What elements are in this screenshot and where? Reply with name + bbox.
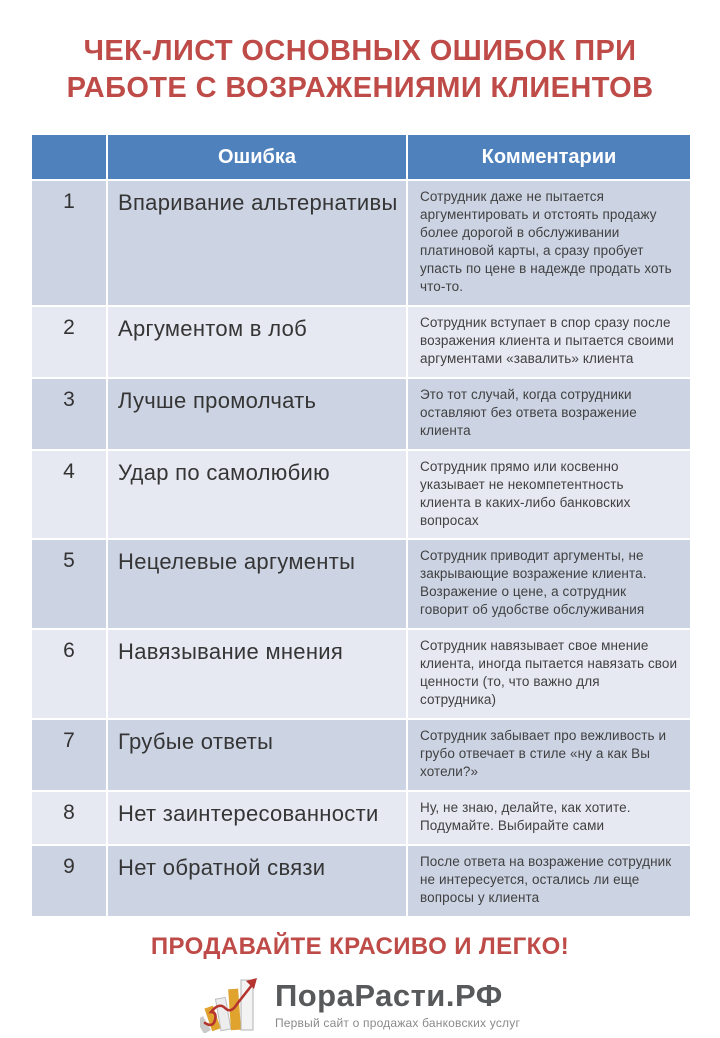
error-name: Впаривание альтернативы bbox=[108, 181, 406, 305]
table-row bbox=[32, 720, 690, 790]
checklist-table bbox=[30, 133, 692, 918]
table-row bbox=[32, 846, 690, 916]
row-number: 5 bbox=[32, 540, 106, 628]
error-comment: Сотрудник приводит аргументы, не закрывающие возражение клиента. Возражение о цене, а сотрудник говорит об удобстве обслуживания bbox=[408, 540, 690, 628]
row-number: 9 bbox=[32, 846, 106, 916]
error-comment: Сотрудник вступает в спор сразу после возражения клиента и пытается своими аргументами «завалить» клиента bbox=[408, 307, 690, 377]
row-number: 7 bbox=[32, 720, 106, 790]
table-row bbox=[32, 792, 690, 844]
error-name: Аргументом в лоб bbox=[108, 307, 406, 377]
table-header-row bbox=[32, 135, 690, 179]
header-cell-error: Ошибка bbox=[108, 135, 406, 179]
table-row bbox=[32, 540, 690, 628]
page-title: ЧЕК-ЛИСТ ОСНОВНЫХ ОШИБОК ПРИ РАБОТЕ С ВОЗРАЖЕНИЯМИ КЛИЕНТОВ bbox=[66, 35, 654, 105]
error-comment: Это тот случай, когда сотрудники оставляют без ответа возражение клиента bbox=[408, 379, 690, 449]
error-comment: Сотрудник забывает про вежливость и грубо отвечает в стиле «ну а как Вы хотели?» bbox=[408, 720, 690, 790]
error-comment: После ответа на возражение сотрудник не интересуется, остались ли еще вопросы у клиента bbox=[408, 846, 690, 916]
error-comment: Сотрудник даже не пытается аргументировать и отстоять продажу более дорогой в обслуживании платиновой карты, а сразу пробует упасть по цене в надежде продать хоть что-то. bbox=[408, 181, 690, 305]
logo-tagline: Первый сайт о продажах банковских услуг bbox=[274, 1015, 521, 1030]
error-comment: Ну, не знаю, делайте, как хотите. Подумайте. Выбирайте сами bbox=[408, 792, 690, 844]
error-name: Нецелевые аргументы bbox=[108, 540, 406, 628]
table-row bbox=[32, 181, 690, 305]
error-name: Навязывание мнения bbox=[108, 630, 406, 718]
slogan: ПРОДАВАЙТЕ КРАСИВО И ЛЕГКО! bbox=[150, 932, 570, 960]
error-name: Нет заинтересованности bbox=[108, 792, 406, 844]
table-row bbox=[32, 630, 690, 718]
row-number: 4 bbox=[32, 451, 106, 539]
row-number: 3 bbox=[32, 379, 106, 449]
logo-name: ПораРасти.РФ bbox=[274, 978, 503, 1014]
error-name: Удар по самолюбию bbox=[108, 451, 406, 539]
error-name: Нет обратной связи bbox=[108, 846, 406, 916]
growth-chart-icon bbox=[200, 973, 266, 1038]
brand-logo bbox=[0, 973, 720, 1038]
table-row bbox=[32, 451, 690, 539]
error-comment: Сотрудник навязывает свое мнение клиента, иногда пытается навязать свои ценности (то, что важно для сотрудника) bbox=[408, 630, 690, 718]
row-number: 1 bbox=[32, 181, 106, 305]
checklist-table-container bbox=[30, 133, 690, 918]
row-number: 6 bbox=[32, 630, 106, 718]
logo-text-block bbox=[275, 980, 520, 1030]
error-name: Грубые ответы bbox=[108, 720, 406, 790]
header-cell-comments: Комментарии bbox=[408, 135, 690, 179]
row-number: 2 bbox=[32, 307, 106, 377]
row-number: 8 bbox=[32, 792, 106, 844]
error-name: Лучше промолчать bbox=[108, 379, 406, 449]
error-comment: Сотрудник прямо или косвенно указывает не некомпетентность клиента в каких-либо банковских вопросах bbox=[408, 451, 690, 539]
table-row bbox=[32, 379, 690, 449]
header-cell-number bbox=[32, 135, 106, 179]
table-row bbox=[32, 307, 690, 377]
